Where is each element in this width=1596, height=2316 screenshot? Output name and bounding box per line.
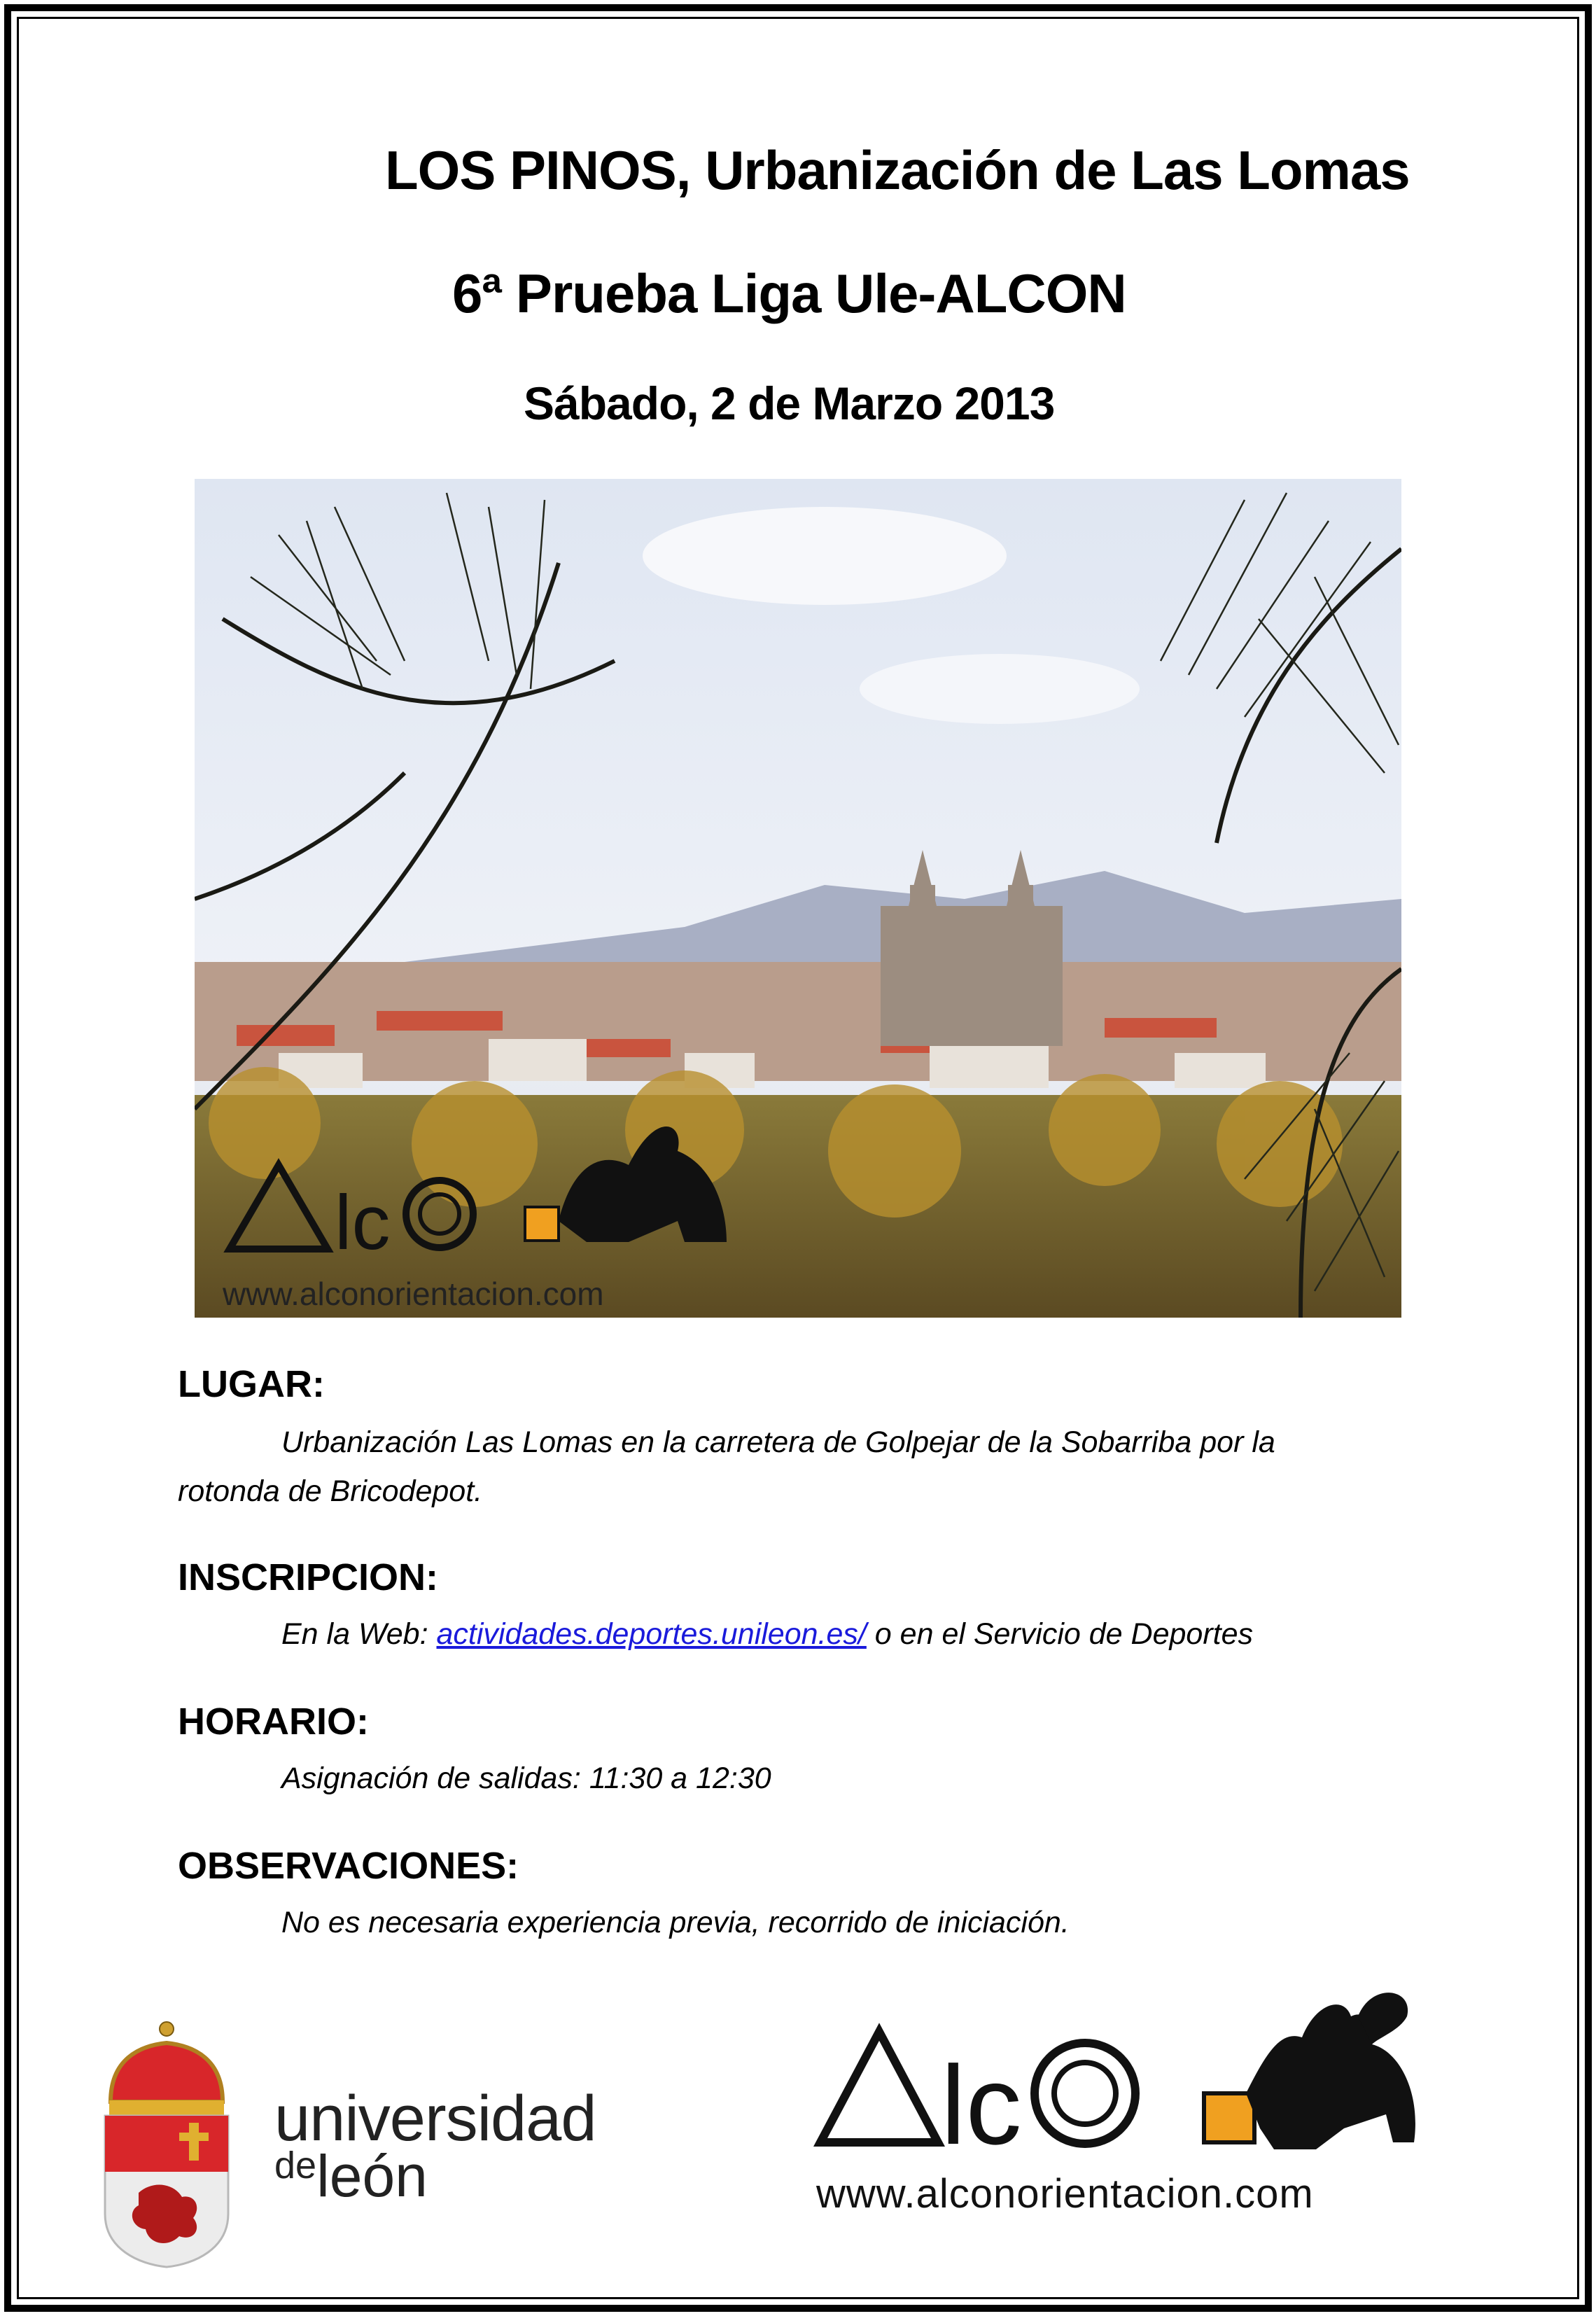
horario-heading: HORARIO: [178,1701,369,1743]
horario-text: Asignación de salidas: 11:30 a 12:30 [281,1762,771,1795]
photo-url-watermark: www.alconorientacion.com [223,1276,604,1312]
university-leon-line [274,2143,596,2209]
alcon-website-url[interactable]: www.alconorientacion.com [816,2171,1314,2217]
svg-text:lc: lc [335,1180,391,1266]
lugar-heading: LUGAR: [178,1363,325,1405]
inscripcion-heading: INSCRIPCION: [178,1556,439,1598]
university-de: de [274,2144,317,2186]
lugar-text-line1: Urbanización Las Lomas en la carretera de Golpejar de la Sobarriba por la [281,1425,1275,1459]
university-wordmark [274,2083,596,2209]
event-subtitle: 6ª Prueba Liga Ule-ALCON [452,263,1126,324]
inscripcion-prefix: En la Web: [281,1617,437,1651]
event-title: LOS PINOS, Urbanización de Las Lomas [385,139,1410,201]
observaciones-heading: OBSERVACIONES: [178,1845,519,1887]
svg-text:lc: lc [941,2042,1022,2168]
university-leon: león [316,2143,428,2209]
inscripcion-text [281,1617,1253,1652]
event-date: Sábado, 2 de Marzo 2013 [524,377,1055,429]
observaciones-text: No es necesaria experiencia previa, recorrido de iniciación. [281,1906,1070,1939]
university-name: universidad [274,2083,596,2154]
inscripcion-link[interactable]: actividades.deportes.unileon.es/ [436,1617,867,1651]
city-photo [195,479,1401,1318]
lugar-text-line2: rotonda de Bricodepot. [178,1474,483,1508]
inscripcion-suffix: o en el Servicio de Deportes [866,1617,1253,1651]
university-crest-logo [97,2018,237,2270]
